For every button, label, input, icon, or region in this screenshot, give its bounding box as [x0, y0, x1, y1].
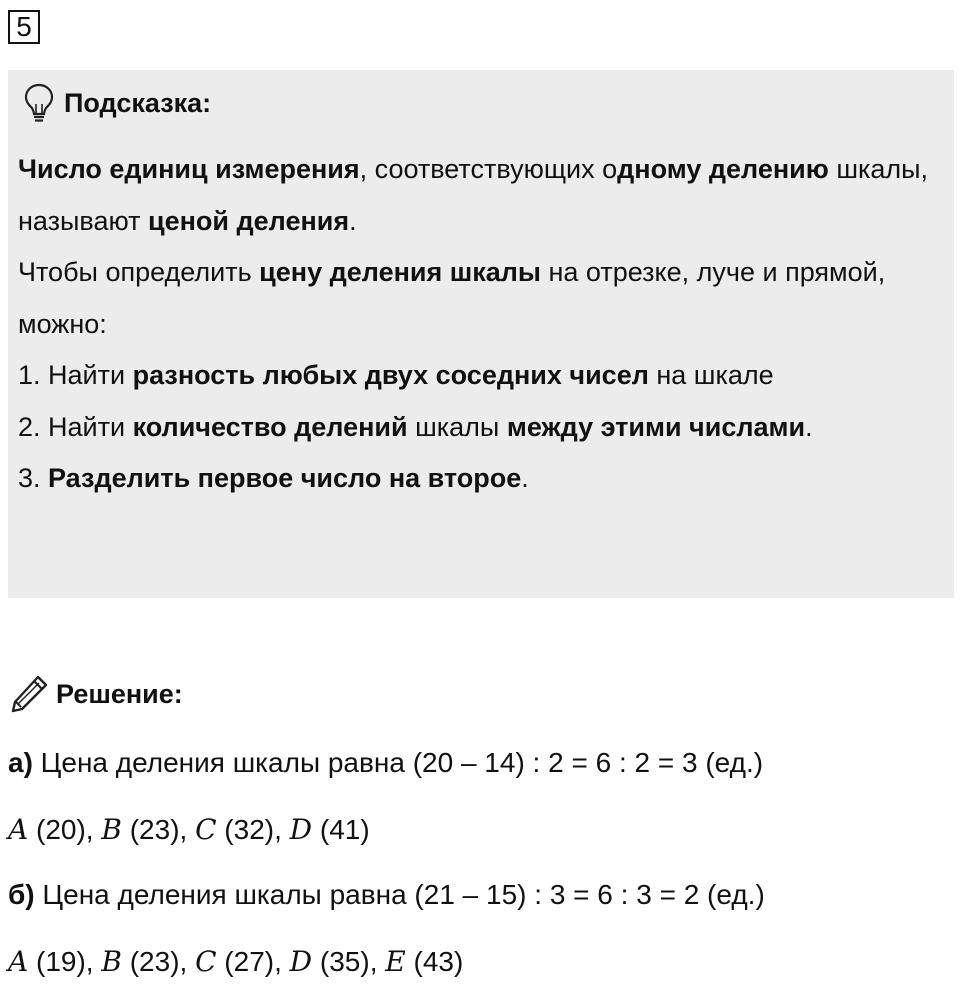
hint-text: 1. Найти [18, 360, 133, 390]
hint-text: . [521, 463, 529, 493]
point-letter: D [289, 945, 313, 978]
solution-header [8, 670, 183, 718]
point-letter: B [101, 813, 122, 846]
hint-term: между этими числами [506, 411, 806, 442]
point-letter: B [101, 945, 122, 978]
hint-term: Число единиц измерения [18, 154, 360, 184]
hint-instruction [18, 247, 948, 350]
point-value: (43) [405, 946, 464, 977]
hint-text: , соответствующих о [359, 154, 618, 184]
task-number: 5 [8, 10, 40, 44]
hint-step-2 [18, 402, 948, 454]
hint-body [18, 144, 948, 505]
solution-b-text: Цена деления шкалы равна (21 – 15) : 3 = 6 : 3 = 2 (ед.) [34, 879, 765, 910]
hint-text: шкалы [407, 411, 507, 442]
point-letter: C [195, 813, 217, 846]
point-value: (20), [28, 814, 102, 845]
hint-term: дному делению [617, 154, 829, 184]
solution-b-label: б) [8, 879, 35, 910]
point-value: (19), [28, 946, 102, 977]
hint-step-1 [18, 350, 948, 402]
pencil-icon [8, 673, 50, 715]
hint-box [8, 70, 954, 598]
hint-term: разность любых двух соседних чисел [132, 360, 649, 390]
hint-definition [18, 144, 948, 247]
solution-a-line [8, 745, 763, 781]
hint-text: Чтобы определить [18, 257, 260, 287]
solution-a-points [8, 812, 370, 848]
hint-title: Подсказка: [64, 87, 212, 118]
point-letter: E [385, 945, 406, 978]
solution-b-points [8, 944, 463, 980]
point-letter: A [8, 813, 29, 846]
hint-text: 2. Найти [18, 411, 133, 442]
hint-text: на шкале [648, 360, 774, 390]
solution-a-label: а) [8, 747, 33, 778]
hint-step-3 [18, 453, 948, 505]
hint-text: . [805, 411, 813, 442]
point-letter: A [8, 945, 29, 978]
solution-title: Решение: [56, 678, 183, 709]
solution-b-line [8, 877, 765, 913]
point-value: (41) [312, 814, 370, 845]
point-value: (35), [312, 946, 386, 977]
hint-text: шкалы, называют [18, 154, 929, 236]
point-value: (32), [216, 814, 290, 845]
hint-text: 3. [18, 463, 49, 493]
hint-header [22, 80, 211, 126]
point-value: (27), [216, 946, 290, 977]
hint-text: . [349, 205, 357, 236]
point-letter: D [289, 813, 313, 846]
lightbulb-icon [22, 82, 56, 124]
point-value: (23), [121, 814, 196, 845]
hint-text: на отрезке, луче и прямой, можно: [18, 257, 886, 339]
point-letter: C [195, 945, 217, 978]
hint-term: цену деления шкалы [259, 257, 541, 287]
solution-a-text: Цена деления шкалы равна (20 – 14) : 2 = 6 : 2 = 3 (ед.) [32, 747, 764, 778]
hint-term: Разделить первое число на второе [48, 463, 522, 493]
hint-term: количество делений [132, 411, 408, 442]
point-value: (23), [121, 946, 196, 977]
hint-term: ценой деления [148, 205, 350, 236]
